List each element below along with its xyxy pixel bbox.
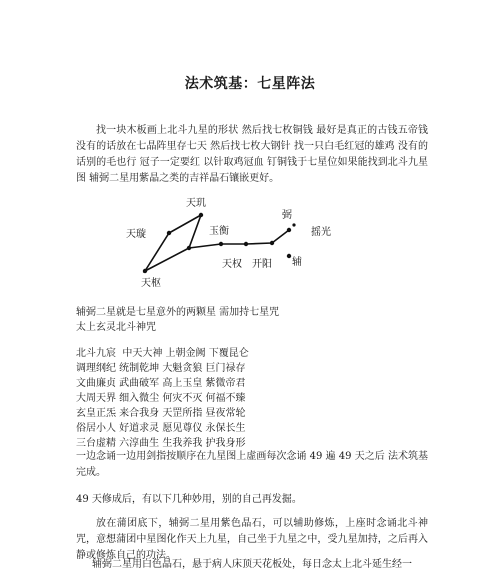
mantra-line: 调理纲纪 统制乾坤 大魁贪狼 巨门禄存 — [76, 363, 246, 374]
label-fu: 辅 — [292, 257, 302, 268]
star-fu — [287, 254, 291, 258]
star-tianji — [199, 213, 203, 217]
big-dipper-diagram — [124, 185, 354, 295]
note-line: 太上玄灵北斗神咒 — [76, 322, 156, 333]
mantra-line: 北斗九宸 中天大神 上朝金阙 下覆昆仑 — [76, 348, 249, 359]
mantra-line: 俗居小人 好道求灵 愿见尊仪 永保长生 — [76, 423, 246, 434]
star-kaiyang — [244, 242, 248, 246]
star-yuheng — [219, 242, 223, 246]
star-fu-junction — [270, 241, 274, 245]
mantra-line: 三台虚精 六淳曲生 生我养我 护我身形 — [76, 438, 246, 449]
intro-paragraph: 找一块木板画上北斗九星的形状 然后找七枚铜钱 最好是真正的古钱五帝钱 没有的话放在七晶阵里存七天 然后找七枚大钢针 找一只白毛红冠的雄鸡 没有的话别的毛也行 冠子一定要红 以针取鸡冠血 钉铜钱于七星位如果能找到北斗九星图 辅弼二星用紫晶之类的吉祥晶石镶嵌更好。 — [76, 125, 428, 184]
label-kaiyang: 开阳 — [252, 259, 272, 270]
use-healing-paragraph: 辅弼二星用白色晶石，悬于病人床顶天花板处，每日念太上北斗延生经一 — [92, 559, 412, 570]
star-tianquan — [187, 246, 191, 250]
page-title: 法术筑基：七星阵法 — [184, 76, 316, 92]
mantra-line: 文曲廉贞 武曲破军 高上玉皇 紫微帝君 — [76, 378, 246, 389]
label-yuheng: 玉衡 — [209, 226, 229, 237]
mantra-line: 玄皇正炁 来合我身 天罡所指 昼夜常轮 — [76, 408, 246, 419]
label-tianji: 天玑 — [186, 198, 206, 209]
uses-intro: 49 天修成后，有以下几种妙用，别的自己再发掘。 — [76, 494, 302, 505]
practice-paragraph: 一边念诵一边用剑指按顺序在九星图上虚画每次念诵 49 遍 49 天之后 法术筑基完成。 — [76, 451, 428, 478]
star-tianshu — [143, 269, 147, 273]
star-yaoguang — [287, 228, 291, 232]
mantra-line: 大周天界 细入微尘 何灾不灭 何福不臻 — [76, 393, 246, 404]
star-tianxuan — [167, 231, 171, 235]
note-line: 辅弼二星就是七星意外的两颗星 需加持七星咒 — [76, 307, 280, 318]
star-bi — [292, 223, 295, 226]
label-bi: 弼 — [282, 210, 292, 221]
dipper-stars — [143, 213, 296, 273]
label-tianxuan: 天璇 — [126, 229, 146, 240]
label-tianshu: 天枢 — [141, 278, 161, 289]
use-cushion-paragraph: 放在蒲团底下，辅弼二星用紫色晶石，可以辅助修炼，上座时念诵北斗神咒，意想蒲团中星图化作天上九星，自己坐于九星之中，受九星加持，之后再入静或修炼自己的功法。 — [76, 518, 428, 561]
label-yaoguang: 摇光 — [311, 227, 331, 238]
label-tianquan: 天权 — [222, 259, 242, 270]
